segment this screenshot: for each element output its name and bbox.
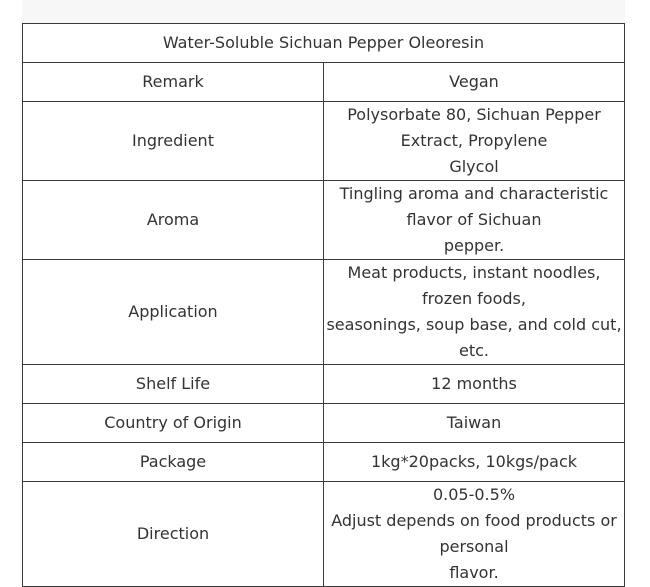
row-value-direction [324, 482, 625, 587]
table-title-row [23, 24, 625, 63]
table-row-direction [23, 482, 625, 587]
table-row-shelf-life [23, 365, 625, 404]
value-line: Vegan [449, 72, 499, 91]
table-row-aroma [23, 181, 625, 260]
value-line: Glycol [449, 157, 499, 176]
row-label-aroma: Aroma [23, 181, 324, 260]
value-line: Taiwan [446, 413, 502, 432]
row-label-ingredient: Ingredient [23, 102, 324, 181]
row-value-remark [324, 63, 625, 102]
row-value-country-of-origin [324, 404, 625, 443]
row-value-application [324, 260, 625, 365]
value-line: 12 months [431, 374, 517, 393]
row-label-direction: Direction [23, 482, 324, 587]
row-value-aroma [324, 181, 625, 260]
value-line: Adjust depends on food products or personal [331, 511, 617, 556]
row-label-application: Application [23, 260, 324, 365]
table-title: Water-Soluble Sichuan Pepper Oleoresin [23, 24, 625, 63]
value-line: seasonings, soup base, and cold cut, etc. [326, 315, 622, 360]
value-line: pepper. [443, 236, 505, 255]
value-line: Polysorbate 80, Sichuan Pepper Extract, Propylene [347, 105, 601, 150]
product-spec-table [22, 23, 625, 587]
table-row-country-of-origin [23, 404, 625, 443]
row-label-remark: Remark [23, 63, 324, 102]
row-label-package: Package [23, 443, 324, 482]
value-line: Meat products, instant noodles, frozen foods, [347, 263, 601, 308]
table-row-application [23, 260, 625, 365]
row-value-package [324, 443, 625, 482]
value-line: 0.05-0.5% [432, 485, 516, 504]
value-line: Tingling aroma and characteristic flavor of Sichuan [339, 184, 609, 229]
row-value-shelf-life [324, 365, 625, 404]
table-row-remark [23, 63, 625, 102]
row-label-shelf-life: Shelf Life [23, 365, 324, 404]
row-value-ingredient [324, 102, 625, 181]
table-row-ingredient [23, 102, 625, 181]
table-row-package [23, 443, 625, 482]
value-line: 1kg*20packs, 10kgs/pack [370, 452, 578, 471]
row-label-country-of-origin: Country of Origin [23, 404, 324, 443]
value-line: flavor. [449, 563, 499, 582]
